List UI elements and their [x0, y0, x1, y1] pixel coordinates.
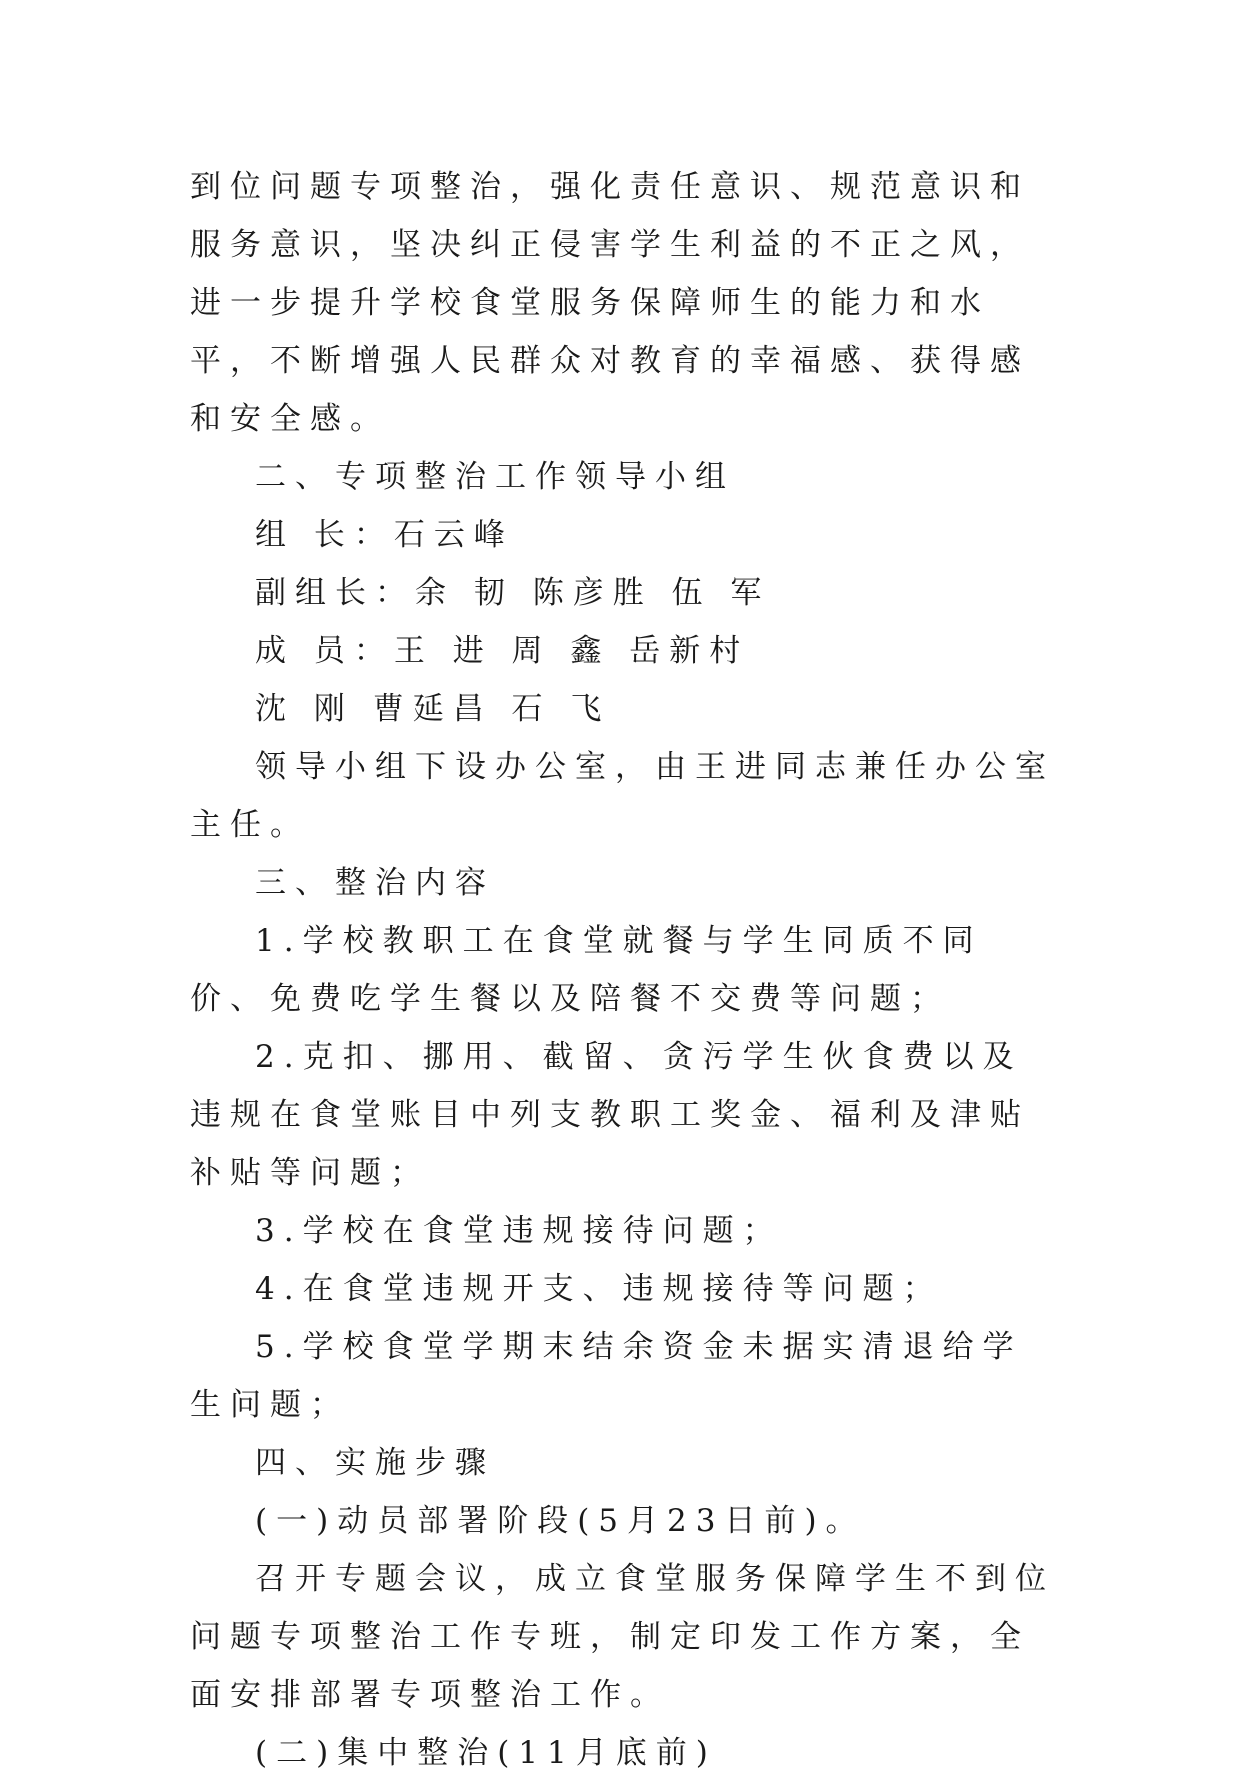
section-heading-2: 二、专项整治工作领导小组: [255, 459, 735, 495]
document-body: [190, 158, 1060, 1782]
step-1-paragraph: 召开专题会议，成立食堂服务保障学生不到位问题专项整治工作专班，制定印发工作方案，全面安排部署专项整治工作。: [190, 1561, 1055, 1713]
list-item-4: 4.在食堂违规开支、违规接待等问题；: [255, 1271, 943, 1307]
members-line-2: 沈 刚 曹延昌 石 飞: [255, 691, 611, 727]
list-item-2: 2.克扣、挪用、截留、贪污学生伙食费以及违规在食堂账目中列支教职工奖金、福利及津贴补贴等问题；: [190, 1039, 1030, 1191]
step-heading-1: (一)动员部署阶段(5月23日前)。: [255, 1503, 866, 1539]
team-leader-line: 组 长：石云峰: [255, 517, 514, 553]
members-line: 成 员：王 进 周 鑫 岳新村: [255, 633, 750, 669]
office-paragraph: 领导小组下设办公室，由王进同志兼任办公室主任。: [190, 749, 1055, 843]
step-heading-2: (二)集中整治(11月底前): [255, 1735, 717, 1771]
deputy-leader-line: 副组长：余 韧 陈彦胜 伍 军: [255, 575, 771, 611]
list-item-1: 1.学校教职工在食堂就餐与学生同质不同价、免费吃学生餐以及陪餐不交费等问题；: [190, 923, 983, 1017]
paragraph-goal-continuation: 到位问题专项整治，强化责任意识、规范意识和服务意识，坚决纠正侵害学生利益的不正之风，进一步提升学校食堂服务保障师生的能力和水平，不断增强人民群众对教育的幸福感、获得感和安全感。: [190, 169, 1030, 437]
list-item-5: 5.学校食堂学期末结余资金未据实清退给学生问题；: [190, 1329, 1023, 1423]
section-heading-3: 三、整治内容: [255, 865, 495, 901]
section-heading-4: 四、实施步骤: [255, 1445, 495, 1481]
list-item-3: 3.学校在食堂违规接待问题；: [255, 1213, 783, 1249]
